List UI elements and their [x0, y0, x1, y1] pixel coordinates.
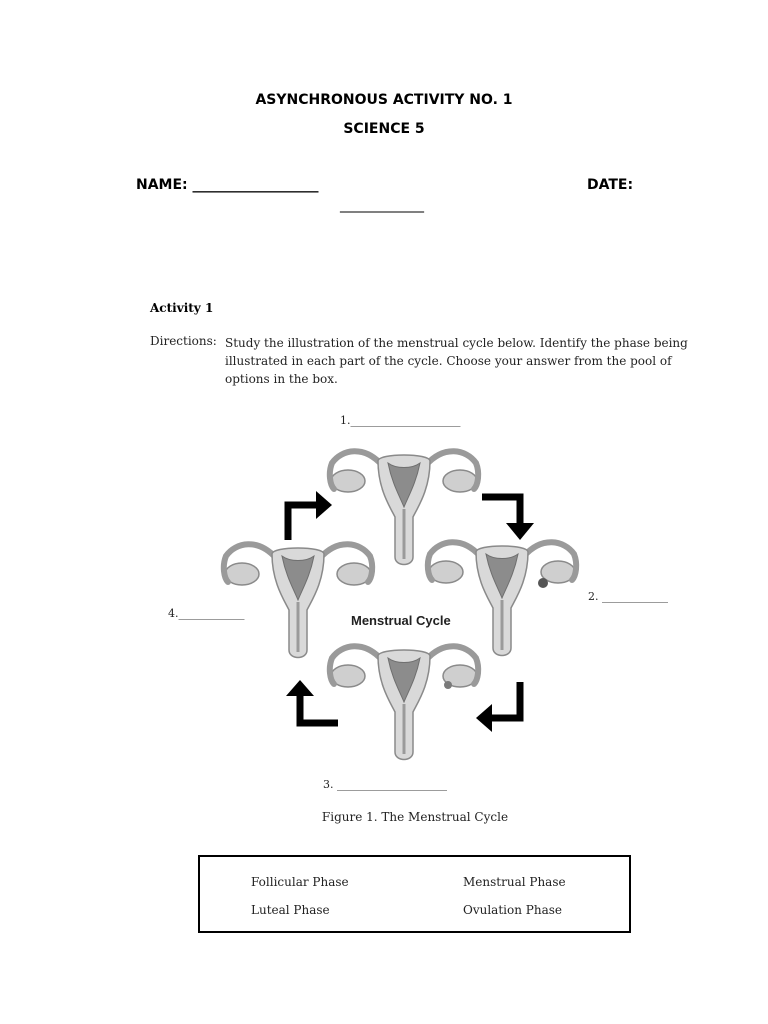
options-box: [198, 855, 631, 933]
answer-blank-3: 3. ____________________: [323, 778, 447, 791]
answer-blank-2: 2. ____________: [588, 590, 668, 603]
option-item: Follicular Phase: [251, 875, 349, 889]
option-item: Luteal Phase: [251, 903, 330, 917]
arrow-top-right: [482, 497, 520, 525]
answer-blank-4: 4.____________: [168, 607, 245, 620]
uterus-illustration-bottom: [330, 646, 478, 759]
uterus-illustration-right: [428, 542, 576, 655]
directions-label: Directions:: [150, 334, 217, 348]
arrow-bottom-right: [490, 682, 520, 718]
arrow-top-left-head: [316, 491, 332, 519]
follicle-marker: [538, 578, 548, 588]
date-label: DATE:: [587, 177, 634, 193]
arrow-top-right-head: [506, 523, 534, 540]
arrow-top-left: [288, 505, 318, 540]
option-item: Ovulation Phase: [463, 903, 562, 917]
date-field-line: ____________: [340, 197, 424, 213]
arrow-bottom-left: [300, 694, 338, 723]
arrow-bottom-right-head: [476, 704, 492, 732]
activity-title: Activity 1: [150, 301, 214, 315]
corpus-marker: [444, 681, 452, 689]
name-field: NAME: __________________: [136, 177, 319, 193]
answer-blank-1: 1.____________________: [340, 414, 461, 427]
uterus-illustration-left: [224, 544, 372, 657]
arrow-bottom-left-head: [286, 680, 314, 696]
directions-text: Study the illustration of the menstrual cycle below. Identify the phase being illustrated in each part of the cycle. Choose your answer from the pool of options in the box.: [225, 336, 688, 386]
option-item: Menstrual Phase: [463, 875, 566, 889]
figure-caption: Figure 1. The Menstrual Cycle: [321, 810, 509, 824]
subject-title: SCIENCE 5: [343, 121, 425, 137]
page-title: ASYNCHRONOUS ACTIVITY NO. 1: [255, 92, 513, 108]
diagram-center-label: Menstrual Cycle: [351, 613, 451, 628]
